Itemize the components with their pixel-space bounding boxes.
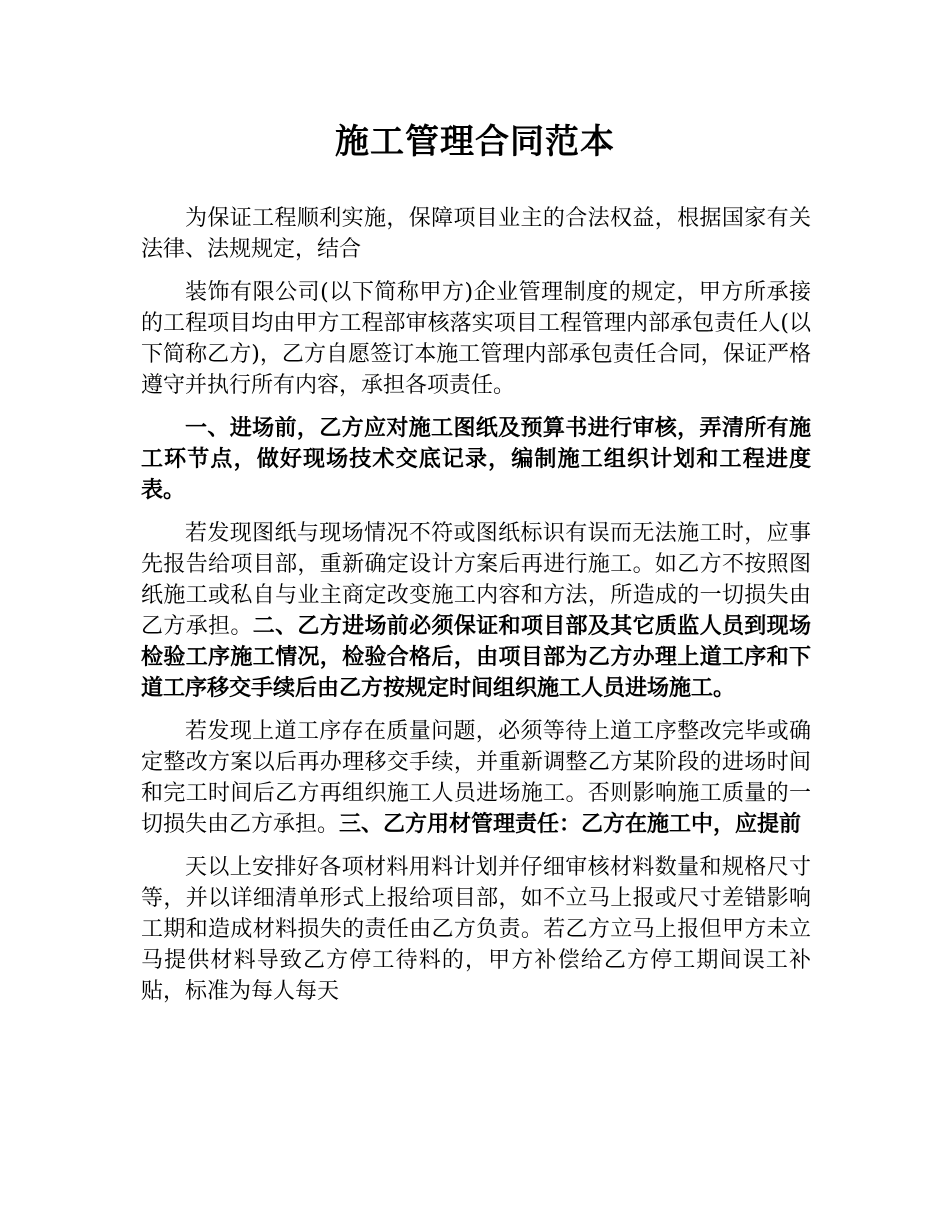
clause-1-heading: [141, 413, 811, 506]
paragraph-parties: [141, 277, 811, 401]
document-body: [141, 203, 811, 1019]
document-title: 施工管理合同范本: [335, 122, 615, 162]
clause-2-heading: 二、乙方进场前必须保证和项目部及其它质监人员到现场检验工序施工情况，检验合格后，由项目部为乙方办理上道工序和下道工序移交手续后由乙方按规定时间组织施工人员进场施工。: [141, 614, 811, 701]
paragraph-text: 一、进场前，乙方应对施工图纸及预算书进行审核，弄清所有施工环节点，做好现场技术交底记录，编制施工组织计划和工程进度表。: [141, 416, 811, 503]
paragraph-text: 装饰有限公司(以下简称甲方)企业管理制度的规定，甲方所承接的工程项目均由甲方工程部审核落实项目工程管理内部承包责任人(以下简称乙方)，乙方自愿签订本施工管理内部承包责任合同，保证严格遵守并执行所有内容，承担各项责任。: [141, 280, 811, 398]
paragraph-drawings: [141, 518, 811, 704]
paragraph-text: 若发现图纸与现场情况不符或图纸标识有误而无法施工时，应事先报告给项目部，重新确定设计方案后再进行施工。如乙方不按照图纸施工或私自与业主商定改变施工内容和方法，所造成的一切损失由乙方承担。: [141, 521, 811, 639]
paragraph-text: 天以上安排好各项材料用料计划并仔细审核材料数量和规格尺寸等，并以详细清单形式上报给项目部，如不立马上报或尺寸差错影响工期和造成材料损失的责任由乙方负责。若乙方立马上报但甲方未立马提供材料导致乙方停工待料的，甲方补偿给乙方停工期间误工补贴，标准为每人每天: [141, 855, 811, 1004]
paragraph-text: 若发现上道工序存在质量问题，必须等待上道工序整改完毕或确定整改方案以后再办理移交手续，并重新调整乙方某阶段的进场时间和完工时间后乙方再组织施工人员进场施工。否则影响施工质量的一切损失由乙方承担。: [141, 719, 811, 837]
paragraph-intro: [141, 203, 811, 265]
clause-3-heading: 三、乙方用材管理责任：乙方在施工中，应提前: [339, 812, 802, 837]
paragraph-text: 为保证工程顺利实施，保障项目业主的合法权益，根据国家有关法律、法规规定，结合: [141, 206, 811, 262]
paragraph-prior-process: [141, 716, 811, 840]
paragraph-materials: [141, 852, 811, 1007]
